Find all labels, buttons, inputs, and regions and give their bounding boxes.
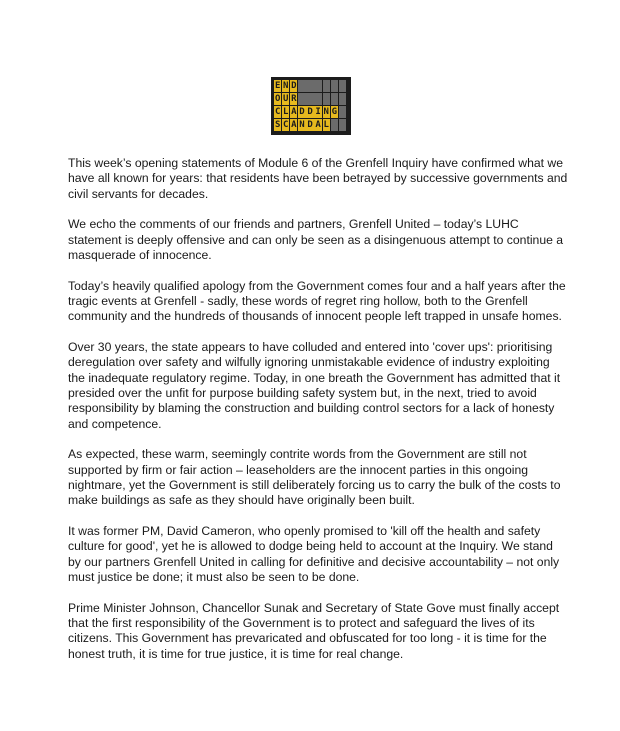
logo-empty-cell	[306, 80, 313, 92]
logo-letter: C	[274, 107, 281, 117]
logo-letter: E	[274, 81, 281, 91]
logo-letter: O	[274, 94, 281, 104]
logo-empty-cell	[306, 93, 313, 105]
logo-letter: N	[323, 107, 329, 117]
logo-letter: A	[291, 107, 297, 117]
logo-letter: N	[299, 120, 305, 130]
logo-empty-cell	[331, 80, 338, 92]
logo-letter: C	[283, 120, 289, 130]
paragraph-7: Prime Minister Johnson, Chancellor Sunak and Secretary of State Gove must finally accept that the first responsibility of the Government is to protect and safeguard the lives of its citizens. This Government has prevaricated and obfuscated for too long - it is time for the honest truth, it is time for true justice, it is time for real change.	[68, 600, 560, 661]
paragraph-6: It was former PM, David Cameron, who openly promised to 'kill off the health and safety culture for good', yet he is allowed to dodge being held to account at the Inquiry. We stand by our partners Grenfell United in calling for definitive and decisive accountability – not only must justice be done; it must also be seen to be done.	[68, 524, 560, 585]
end-our-cladding-scandal-logo	[271, 77, 351, 135]
logo-empty-cell	[339, 93, 346, 105]
logo-row-2	[274, 93, 348, 105]
paragraph-5: As expected, these warm, seemingly contrite words from the Government are still not supported by firm or fair action – leaseholders are the innocent parties in this ongoing nightmare, yet the Government is still deliberately forcing us to carry the bulk of the costs to make buildings as safe as they should have originally been built.	[68, 447, 561, 508]
logo-letter: S	[274, 120, 281, 130]
logo-letter: N	[283, 81, 289, 91]
logo-empty-cell	[339, 106, 346, 118]
paragraph-2: We echo the comments of our friends and partners, Grenfell United – today’s LUHC statement is deeply offensive and can only be seen as a disingenuous attempt to continue a masquerade of innocence.	[68, 217, 564, 262]
logo-empty-cell	[339, 119, 346, 131]
paragraph-1: This week’s opening statements of Module 6 of the Grenfell Inquiry have confirmed what we have all known for years: that residents have been betrayed by successive governments and civil servants for decades.	[68, 156, 568, 201]
logo-letter: A	[315, 120, 321, 130]
logo-letter: D	[307, 107, 313, 117]
logo-row-1	[274, 80, 348, 92]
logo-empty-cell	[314, 93, 321, 105]
logo-letter: L	[323, 120, 329, 130]
logo-empty-cell	[298, 93, 305, 105]
logo-letter: D	[307, 120, 313, 130]
logo-empty-cell	[323, 80, 330, 92]
logo-letter: U	[283, 94, 289, 104]
logo-empty-cell	[298, 80, 305, 92]
logo-letter: G	[331, 107, 338, 117]
logo-letter: I	[315, 107, 321, 117]
logo-empty-cell	[331, 93, 338, 105]
paragraph-4: Over 30 years, the state appears to have colluded and entered into 'cover ups': prioritising deregulation over safety and wilfully ignoring unmistakable evidence of industry exploiting the inadequate regulatory regime. Today, in one breath the Government has admitted that it presided over the unfit for purpose building safety system but, in the next, tried to avoid responsibility by blaming the construction and building control sectors for a lack of honesty and competence.	[68, 340, 561, 431]
logo-empty-cell	[331, 119, 338, 131]
logo-letter: A	[291, 120, 297, 130]
logo-empty-cell	[323, 93, 330, 105]
logo-letter: L	[283, 107, 289, 117]
logo-letter: D	[291, 81, 297, 91]
logo-letter: D	[299, 107, 305, 117]
logo-row-3	[274, 106, 348, 118]
logo-row-4	[274, 119, 348, 131]
paragraph-3: Today’s heavily qualified apology from the Government comes four and a half years after the tragic events at Grenfell - sadly, these words of regret ring hollow, both to the Grenfell community and the hundreds of thousands of innocent people left trapped in unsafe homes.	[68, 278, 566, 324]
logo-empty-cell	[339, 80, 346, 92]
logo-empty-cell	[314, 80, 321, 92]
logo-letter: R	[291, 94, 297, 104]
statement-body	[68, 156, 568, 678]
